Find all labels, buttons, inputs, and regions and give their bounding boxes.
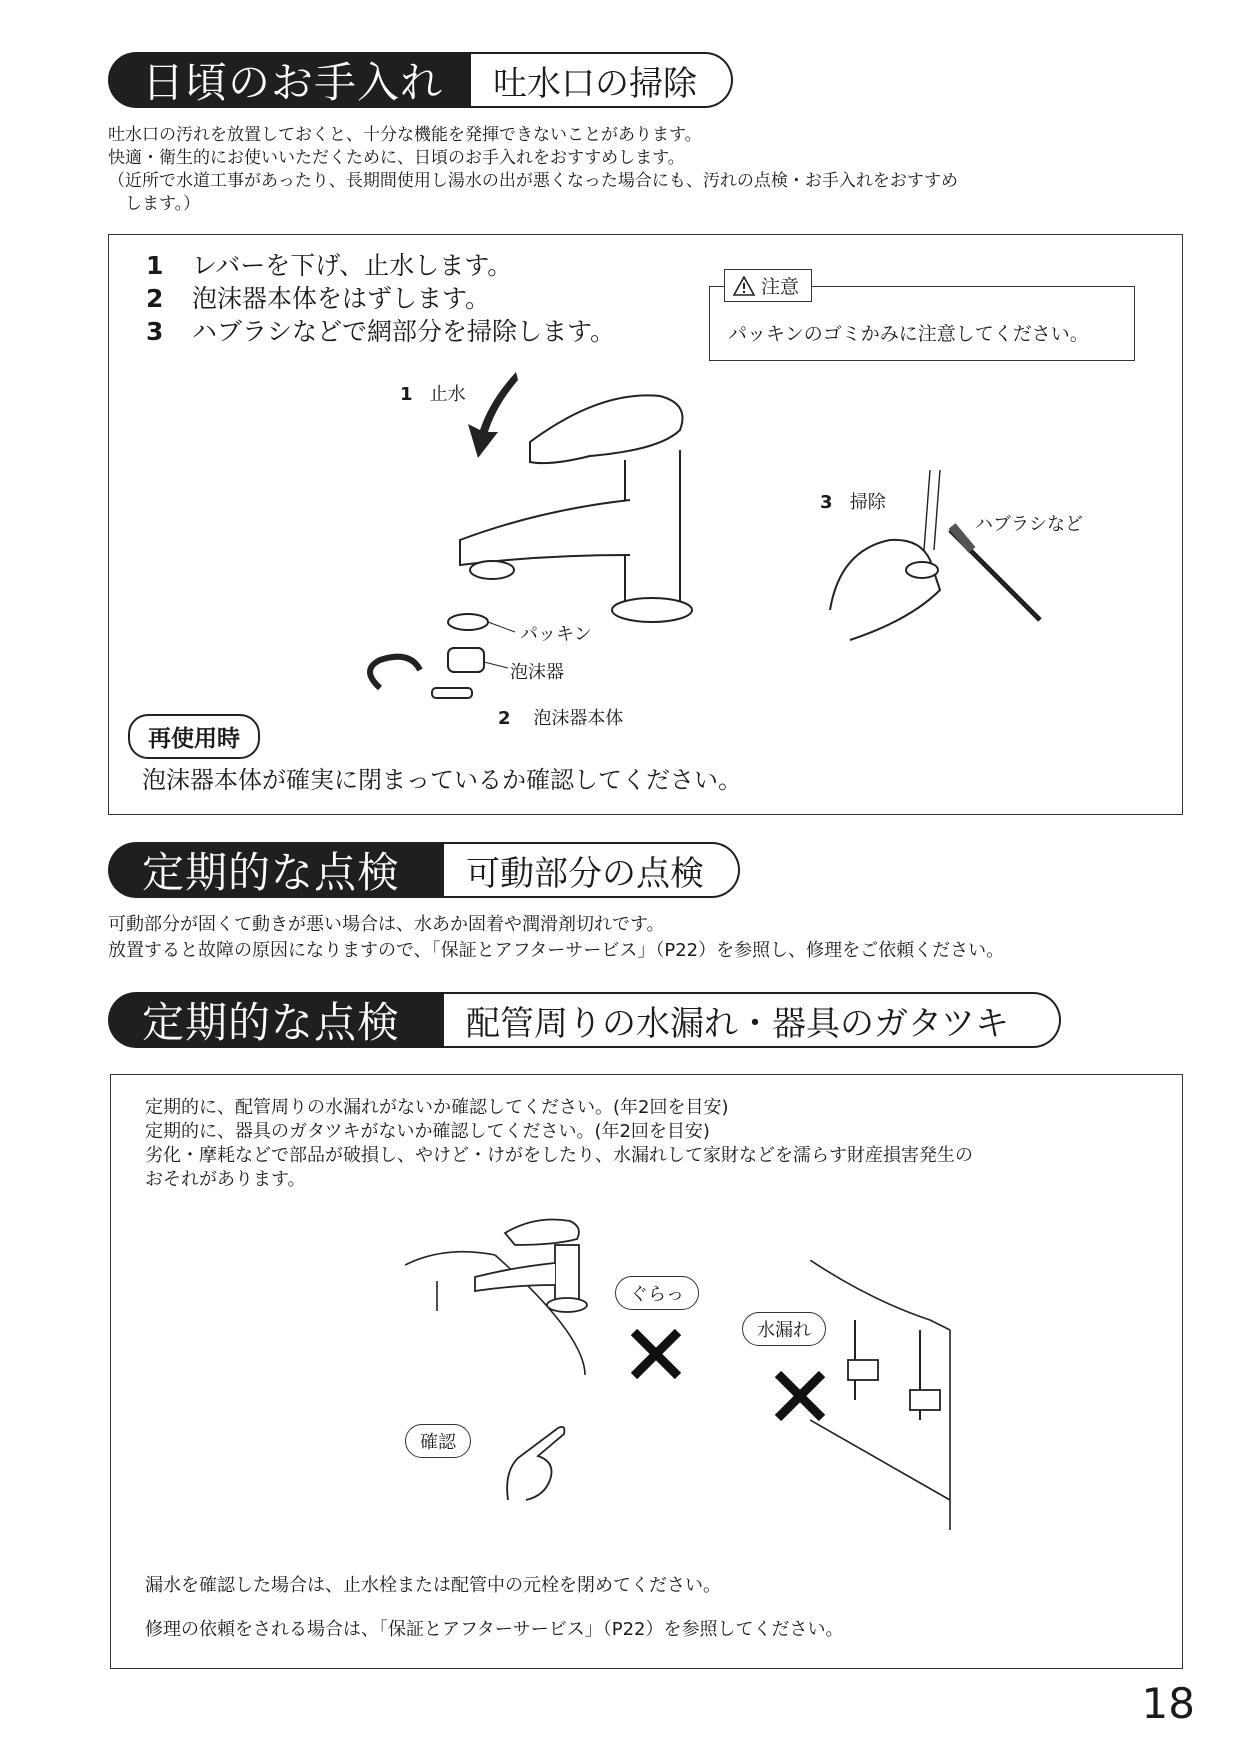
section-title: 日頃のお手入れ (108, 52, 471, 108)
wobble-illustration (405, 1215, 625, 1385)
label-packing: パッキン (520, 624, 592, 645)
wobble-label: ぐらっ (615, 1276, 699, 1310)
cleaning-steps (146, 249, 615, 348)
page-number: 18 (1141, 1679, 1195, 1728)
intro-text: 吐水口の汚れを放置しておくと、十分な機能を発揮できないことがあります。 快適・衛生的にお使いいただくために、日頃のお手入れをおすすめします。 （近所で水道工事があったり、長期間使用し湯水の出が悪くなった場合にも、汚れの点検・お手入れをおすすめ します。） (108, 125, 958, 214)
reuse-label: 再使用時 (128, 714, 260, 759)
label-aerator-body: 2 泡沫器本体 (498, 708, 624, 729)
section-subtitle: 配管周りの水漏れ・器具のガタツキ (444, 992, 1061, 1048)
caution-tag: 注意 (724, 269, 812, 302)
check-label: 確認 (405, 1424, 471, 1458)
movable-text: 可動部分が固くて動きが悪い場合は、水あか固着や潤滑剤切れです。 放置すると故障の原因になりますので、「保証とアフターサービス」（P22）を参照し、修理をご依頼ください。 (108, 914, 1005, 961)
leak-text: 定期的に、配管周りの水漏れがないか確認してください。(年2回を目安) 定期的に、器具のガタツキがないか確認してください。(年2回を目安) 劣化・摩耗などで部品が破損し、やけど・けがをしたり、水漏れして家財などを濡らす財産損害発生の おそれがあります。 (145, 1097, 973, 1190)
section-subtitle: 吐水口の掃除 (471, 52, 733, 108)
caution-text: パッキンのゴミかみに注意してください。 (728, 323, 1089, 345)
label-stop: 1 止水 (400, 384, 466, 405)
label-aerator: 泡沫器 (510, 662, 564, 683)
section-header-movable (108, 842, 740, 898)
cross-mark-icon (628, 1326, 684, 1382)
leak-note-2: 修理の依頼をされる場合は、「保証とアフターサービス」（P22）を参照してください。 (145, 1619, 844, 1640)
leak-label: 水漏れ (742, 1312, 826, 1346)
step-1: 1 レバーを下げ、止水します。 (146, 251, 513, 280)
label-clean: 3 掃除 (820, 492, 886, 513)
leak-note-1: 漏水を確認した場合は、止水栓または配管中の元栓を閉めてください。 (145, 1575, 721, 1596)
cross-mark-icon (772, 1368, 828, 1424)
step-2: 2 泡沫器本体をはずします。 (146, 284, 491, 313)
section-title: 定期的な点検 (108, 842, 444, 898)
section-header-care (108, 52, 733, 108)
section-subtitle: 可動部分の点検 (444, 842, 740, 898)
reuse-text: 泡沫器本体が確実に閉まっているか確認してください。 (142, 766, 742, 794)
section-header-leak (108, 992, 1061, 1048)
warning-icon (733, 276, 755, 296)
section-title: 定期的な点検 (108, 992, 444, 1048)
label-brush: ハブラシなど (975, 514, 1083, 535)
step-3: 3 ハブラシなどで網部分を掃除します。 (146, 317, 616, 346)
faucet-illustration (340, 370, 760, 700)
caution-box (709, 276, 1135, 361)
pipe-leak-illustration (810, 1260, 960, 1530)
pointing-hand-icon (498, 1422, 578, 1502)
